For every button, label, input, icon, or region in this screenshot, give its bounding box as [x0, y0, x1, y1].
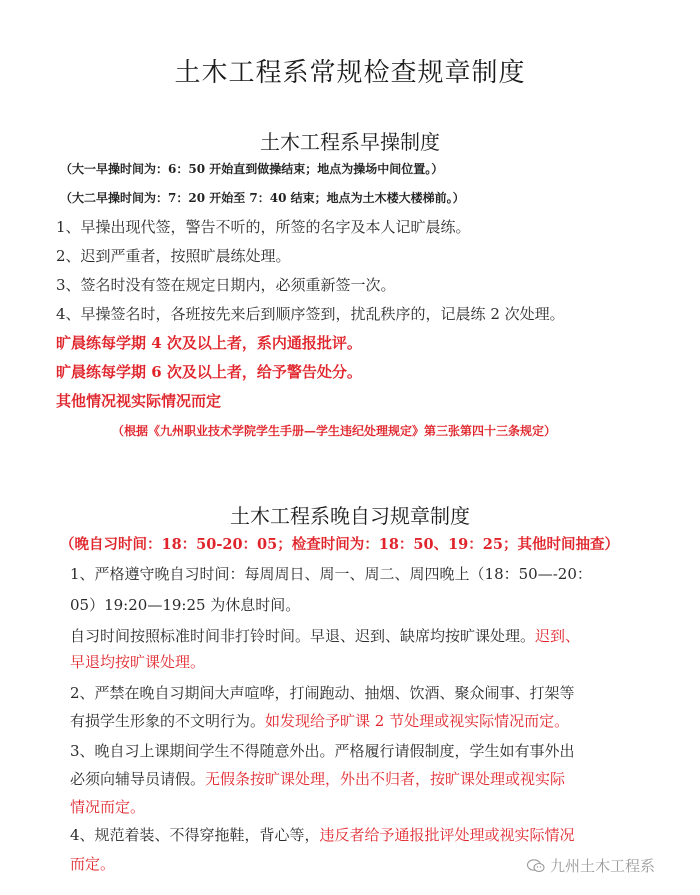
document-title: 土木工程系常规检查规章制度 [174, 58, 526, 88]
evening-line-6: 有损学生形象的不文明行为。如发现给予旷课 2 节处理或视实际情况而定。 [70, 712, 570, 730]
morning-rule-4: 4、早操签名时，各班按先来后到顺序签到，扰乱秩序的，记晨练 2 次处理。 [56, 305, 565, 323]
evening-line-7: 3、晚自习上课期间学生不得随意外出。严格履行请假制度，学生如有事外出 [70, 742, 575, 760]
morning-rule-2: 2、迟到严重者，按照旷晨练处理。 [56, 247, 291, 265]
evening-schedule: （晚自习时间：18：50-20：05；检查时间为：18：50、19：25；其他时间抽查） [60, 536, 619, 553]
wechat-icon [526, 858, 546, 874]
evening-line-10: 4、规范着装、不得穿拖鞋，背心等，违反者给予通报批评处理或视实际情况 [70, 826, 575, 844]
morning-rule-3: 3、签名时没有签在规定日期内，必须重新签一次。 [56, 276, 396, 294]
morning-penalty-3: 其他情况视实际情况而定 [56, 392, 222, 410]
evening-line-1: 1、严格遵守晚自习时间：每周周日、周一、周二、周四晚上（18：50—-20： [70, 565, 592, 583]
morning-reference: （根据《九州职业技术学院学生手册—学生违纪处理规定》第三张第四十三条规定） [112, 424, 557, 438]
morning-note-1: （大一早操时间为：6：50 开始直到做操结束；地点为操场中间位置。） [60, 162, 444, 176]
evening-line-8: 必须向辅导员请假。无假条按旷课处理，外出不归者，按旷课处理或视实际 [70, 770, 566, 788]
watermark [526, 855, 655, 876]
evening-line-5: 2、严禁在晚自习期间大声喧哗，打闹跑动、抽烟、饮酒、聚众闹事、打架等 [70, 684, 575, 702]
morning-heading: 土木工程系早操制度 [260, 130, 440, 154]
watermark-text: 九州土木工程系 [550, 857, 656, 875]
morning-note-2: （大二早操时间为：7：20 开始至 7：40 结束；地点为土木楼大楼梯前。） [60, 191, 465, 205]
evening-line-2: 05）19:20—19:25 为休息时间。 [70, 596, 301, 614]
morning-rule-1: 1、早操出现代签，警告不听的，所签的名字及本人记旷晨练。 [56, 218, 471, 236]
morning-penalty-2: 旷晨练每学期 6 次及以上者，给予警告处分。 [56, 363, 362, 381]
evening-heading: 土木工程系晚自习规章制度 [230, 504, 470, 528]
morning-penalty-1: 旷晨练每学期 4 次及以上者，系内通报批评。 [56, 334, 362, 352]
evening-line-4: 早退均按旷课处理。 [70, 653, 206, 671]
evening-line-3: 自习时间按照标准时间非打铃时间。早退、迟到、缺席均按旷课处理。迟到、 [70, 627, 581, 645]
evening-line-11: 而定。 [70, 855, 116, 873]
evening-line-9: 情况而定。 [70, 798, 146, 816]
